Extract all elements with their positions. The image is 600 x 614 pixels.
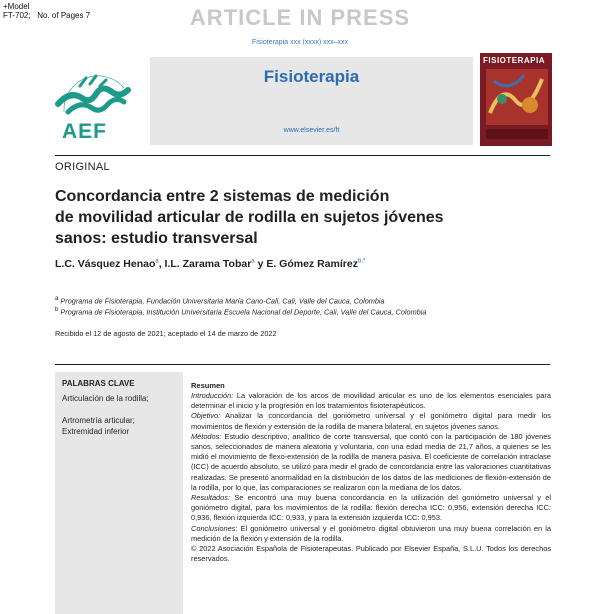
abstract-heading: Resumen bbox=[191, 381, 225, 390]
cover-art-icon bbox=[480, 53, 552, 146]
affiliation-a bbox=[55, 295, 385, 305]
received-dates: Recibido el 12 de agosto de 2021; aceptado el 14 de marzo de 2022 bbox=[55, 329, 277, 338]
author-2[interactable]: I.L. Zarama Tobar bbox=[164, 258, 252, 270]
abstract-objective: Objetivo: Analizar la concordancia del goniómetro universal y el goniómetro digital para medir los movimientos de flexión y extensión de la rodilla de manera bilateral, en sujetos jóvenes sanos. bbox=[191, 411, 552, 431]
journal-title: Fisioterapia bbox=[263, 67, 360, 86]
copyright-notice: © 2022 Asociación Española de Fisioterapeutas. Publicado por Elsevier España, S.L.U. Todos los derechos reservados. bbox=[191, 544, 551, 564]
article-title bbox=[55, 186, 515, 249]
author-3[interactable]: E. Gómez Ramírez bbox=[266, 258, 358, 270]
section-label: ORIGINAL bbox=[55, 161, 110, 173]
header-divider bbox=[55, 155, 550, 156]
abstract-methods: Métodos: Estudio descriptivo, analítico de corte transversal, que contó con la participación de 180 jóvenes sanos, seleccionados de manera aleatoria y voluntaria, con una edad media de 21,7 años, a quienes se les midió el movimiento de flexo-extensión de la rodilla de manera pasiva. El coeficiente de correlación intraclase (ICC) de acuerdo absoluto, se utilizó para medir el grado de concordancia entre las valoraciones cuantitativas realizadas. Se presentó anormalidad en la distribución de los datos de las mediciones de flexión-extensión de la rodilla, por lo que, las comparaciones se realizaron con la mediana de los datos. bbox=[191, 431, 552, 492]
author-conjunction: y bbox=[257, 258, 264, 270]
keyword-item: Extremidad inferior bbox=[62, 427, 130, 436]
abstract-body bbox=[191, 391, 551, 564]
keyword-item: Artrometría articular; bbox=[62, 416, 135, 425]
model-label: +Model bbox=[3, 2, 30, 11]
affiliation-b-text: Programa de Fisioterapia, Institución Universitaria Escuela Nacional del Deporte, Cali, Valle del Cauca, Colombia bbox=[60, 307, 427, 317]
journal-reference-link[interactable]: Fisioterapia xxx (xxxx) xxx–xxx bbox=[251, 39, 349, 46]
title-line-3: sanos: estudio transversal bbox=[55, 230, 258, 247]
affiliation-b bbox=[55, 306, 426, 316]
author-1[interactable]: L.C. Vásquez Henao bbox=[55, 258, 156, 270]
abstract-results: Resultados: Se encontró una muy buena concordancia en la utilización del goniómetro universal y el goniómetro digital, para los movimientos de la rodilla: flexión derecha ICC: 0,956, extensión derecha ICC: 0,936, flexión izquierda ICC: 0,933, y para la extensión izquierda ICC: 0,953. bbox=[191, 493, 551, 523]
title-line-2: de movilidad articular de rodilla en sujetos jóvenes bbox=[55, 209, 444, 226]
affiliation-a-marker: a bbox=[55, 295, 59, 302]
abstract-conclusions: Conclusiones: El goniómetro universal y el goniómetro digital obtuvieron una muy buena correlación en la medición de la flexión y extensión de la rodilla. bbox=[191, 523, 551, 543]
abstract-divider bbox=[55, 364, 550, 365]
author-list: L.C. Vásquez Henao$^a$, I.L. Zarama Tobar$^a$ y E. Gómez Ramírez$^{b,*}$ bbox=[55, 258, 366, 270]
keywords-heading: PALABRAS CLAVE bbox=[62, 379, 135, 388]
author-1-affil[interactable]: a bbox=[155, 258, 159, 265]
ref-label: FT-702; bbox=[3, 11, 31, 20]
journal-url-link[interactable]: www.elsevier.es/ft bbox=[283, 127, 340, 134]
keyword-item: Articulación de la rodilla; bbox=[62, 394, 149, 403]
affiliation-a-text: Programa de Fisioterapia, Fundación Universitaria María Cano-Cali, Cali, Valle del Cauca, Colombia bbox=[60, 296, 385, 306]
article-in-press-banner: ARTICLE IN PRESS bbox=[189, 5, 411, 30]
affiliation-b-marker: b bbox=[55, 306, 59, 313]
title-line-1: Concordancia entre 2 sistemas de medición bbox=[55, 188, 390, 205]
pages-label: No. of Pages 7 bbox=[37, 11, 91, 20]
abstract-introduction: Introducción: La valoración de los arcos de movilidad articular es uno de los elementos esenciales para determinar el inicio y la progresión en los tratamientos fisioterapéuticos. bbox=[191, 391, 551, 411]
keywords-panel bbox=[55, 372, 183, 614]
cover-title: FISIOTERAPIA bbox=[483, 56, 546, 65]
journal-cover-image bbox=[480, 53, 552, 146]
author-3-affil[interactable]: b,* bbox=[357, 258, 366, 265]
author-2-affil[interactable]: a bbox=[251, 258, 255, 265]
aef-logo-text: AEF bbox=[62, 120, 107, 143]
